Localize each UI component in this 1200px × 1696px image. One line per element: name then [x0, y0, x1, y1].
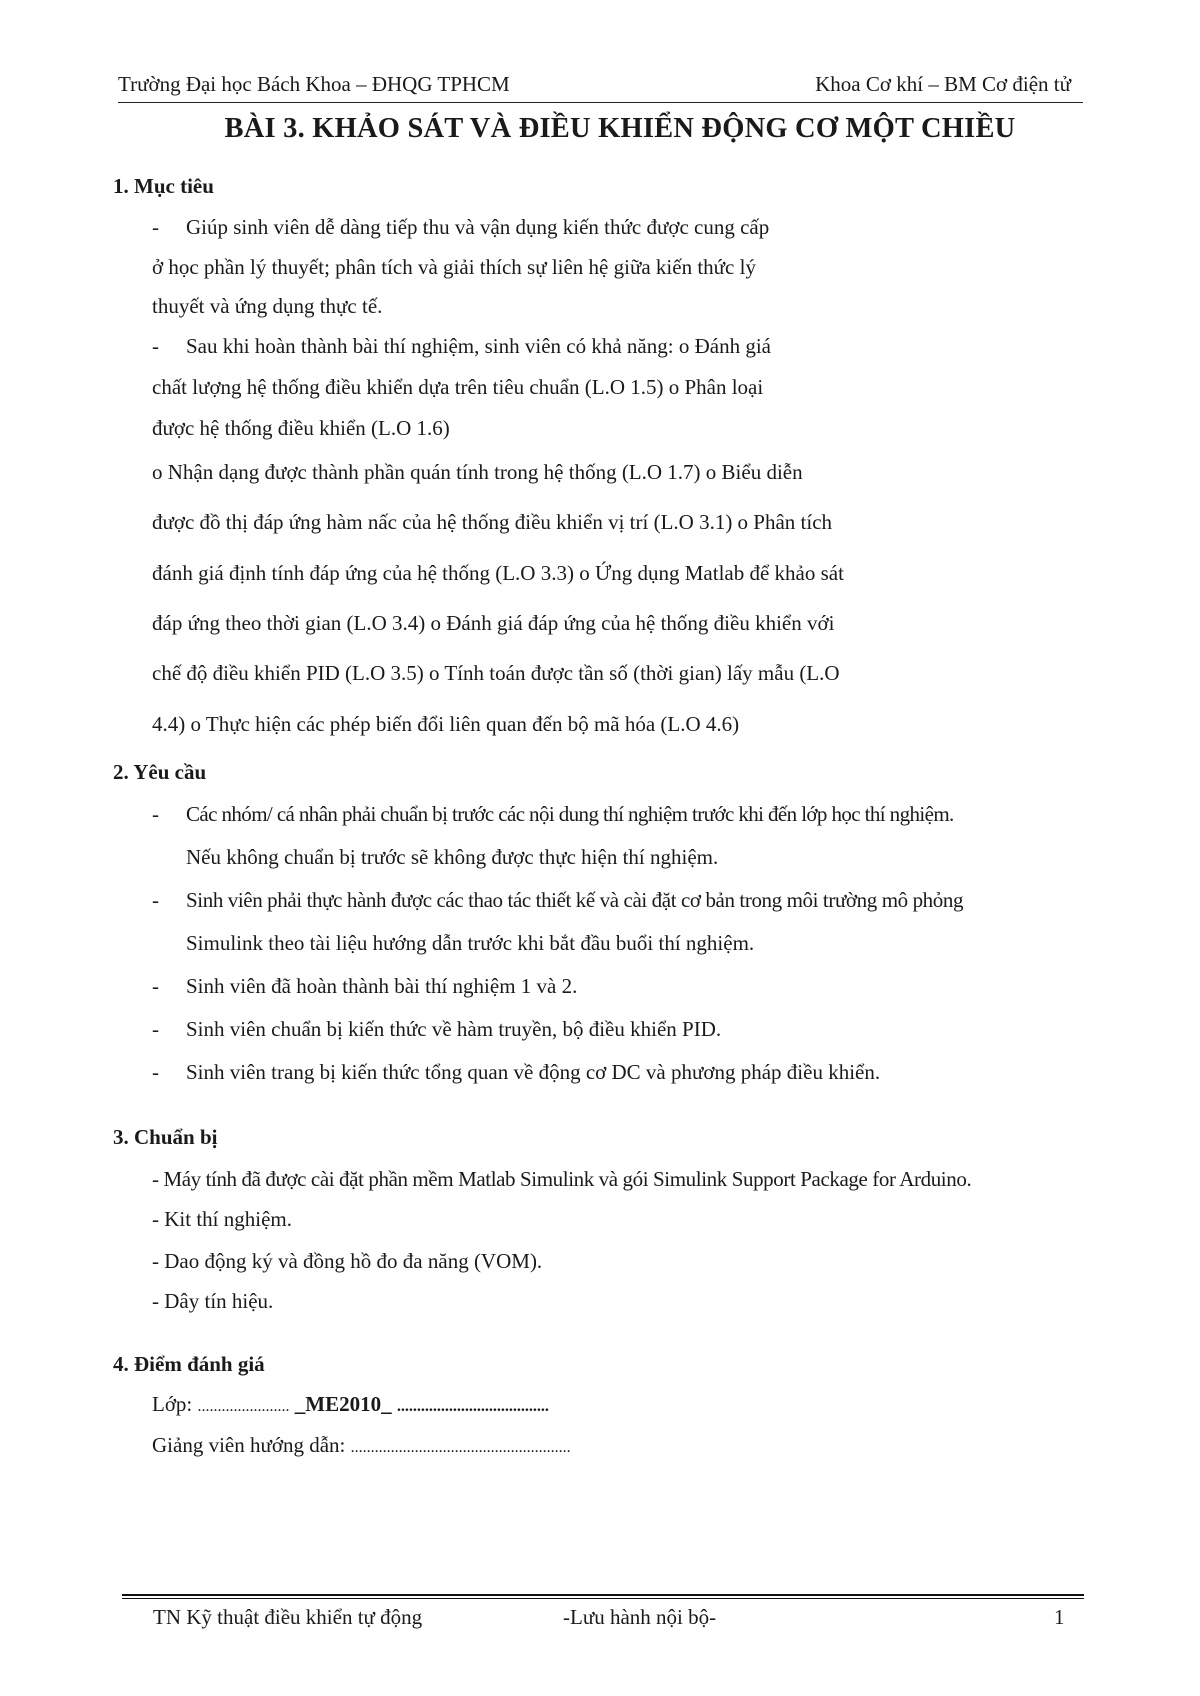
instructor-dots: .......................................................	[350, 1439, 571, 1456]
preparation-item: - Dây tín hiệu.	[152, 1289, 274, 1313]
objective-line: chất lượng hệ thống điều khiển dựa trên tiêu chuẩn (L.O 1.5) o Phân loại	[152, 375, 764, 399]
preparation-item: - Máy tính đã được cài đặt phần mềm Matlab Simulink và gói Simulink Support Package for Arduino.	[152, 1167, 972, 1191]
footer-rule-thin	[122, 1598, 1084, 1599]
objective-line: Sau khi hoàn thành bài thí nghiệm, sinh viên có khả năng: o Đánh giá	[186, 334, 771, 358]
section-4-heading: 4. Điểm đánh giá	[113, 1352, 265, 1376]
requirement-item: Sinh viên đã hoàn thành bài thí nghiệm 1 và 2.	[186, 974, 578, 998]
class-dots-after: ......................................	[396, 1398, 549, 1415]
objective-line: được hệ thống điều khiển (L.O 1.6)	[152, 416, 450, 440]
footer-rule-thick	[122, 1594, 1084, 1596]
bullet-dash: -	[152, 215, 159, 239]
class-label: Lớp:	[152, 1392, 193, 1416]
requirement-item: Các nhóm/ cá nhân phải chuẩn bị trước các nội dung thí nghiệm trước khi đến lớp học thí nghiệm.	[186, 802, 954, 826]
objective-line: được đồ thị đáp ứng hàm nấc của hệ thống điều khiển vị trí (L.O 3.1) o Phân tích	[152, 510, 833, 534]
bullet-dash: -	[152, 888, 159, 912]
instructor-label: Giảng viên hướng dẫn:	[152, 1433, 346, 1457]
objective-line: đánh giá định tính đáp ứng của hệ thống (L.O 3.3) o Ứng dụng Matlab để khảo sát	[152, 561, 844, 585]
bullet-dash: -	[152, 974, 159, 998]
objective-line: o Nhận dạng được thành phần quán tính trong hệ thống (L.O 1.7) o Biểu diễn	[152, 460, 803, 484]
bullet-dash: -	[152, 334, 159, 358]
document-title: BÀI 3. KHẢO SÁT VÀ ĐIỀU KHIỂN ĐỘNG CƠ MỘT CHIỀU	[224, 113, 1016, 144]
header-department: Khoa Cơ khí – BM Cơ điện tử	[815, 72, 1071, 96]
objective-line: 4.4) o Thực hiện các phép biến đổi liên quan đến bộ mã hóa (L.O 4.6)	[152, 712, 740, 736]
section-3-heading: 3. Chuẩn bị	[113, 1125, 218, 1149]
requirement-item: Nếu không chuẩn bị trước sẽ không được thực hiện thí nghiệm.	[186, 845, 719, 869]
requirement-item: Sinh viên phải thực hành được các thao tác thiết kế và cài đặt cơ bản trong môi trường mô phỏng	[186, 888, 964, 912]
section-1-heading: 1. Mục tiêu	[113, 174, 214, 198]
objective-line: thuyết và ứng dụng thực tế.	[152, 294, 383, 318]
section-2-heading: 2. Yêu cầu	[113, 760, 207, 784]
preparation-item: - Kit thí nghiệm.	[152, 1207, 292, 1231]
objective-line: Giúp sinh viên dễ dàng tiếp thu và vận dụng kiến thức được cung cấp	[186, 215, 770, 239]
preparation-item: - Dao động ký và đồng hồ đo đa năng (VOM).	[152, 1249, 543, 1273]
page-header	[118, 68, 1083, 103]
class-field	[152, 1392, 549, 1417]
objective-line: chế độ điều khiển PID (L.O 3.5) o Tính toán được tần số (thời gian) lấy mẫu (L.O	[152, 661, 840, 685]
header-university: Trường Đại học Bách Khoa – ĐHQG TPHCM	[118, 72, 510, 96]
footer-course-name: TN Kỹ thuật điều khiển tự động	[153, 1605, 423, 1629]
footer-circulation-note: -Lưu hành nội bộ-	[563, 1605, 717, 1629]
requirement-item: Sinh viên trang bị kiến thức tổng quan về động cơ DC và phương pháp điều khiển.	[186, 1060, 881, 1084]
objective-line: đáp ứng theo thời gian (L.O 3.4) o Đánh giá đáp ứng của hệ thống điều khiển với	[152, 611, 835, 635]
requirement-item: Simulink theo tài liệu hướng dẫn trước khi bắt đầu buổi thí nghiệm.	[186, 931, 755, 955]
class-value: _ME2010_	[294, 1392, 392, 1416]
class-dots-before: .......................	[197, 1398, 290, 1415]
objective-line: ở học phần lý thuyết; phân tích và giải thích sự liên hệ giữa kiến thức lý	[152, 255, 756, 279]
instructor-field	[152, 1433, 571, 1458]
requirement-item: Sinh viên chuẩn bị kiến thức về hàm truyền, bộ điều khiển PID.	[186, 1017, 722, 1041]
footer-page-number: 1	[1054, 1605, 1065, 1629]
bullet-dash: -	[152, 1060, 159, 1084]
bullet-dash: -	[152, 1017, 159, 1041]
bullet-dash: -	[152, 802, 159, 826]
